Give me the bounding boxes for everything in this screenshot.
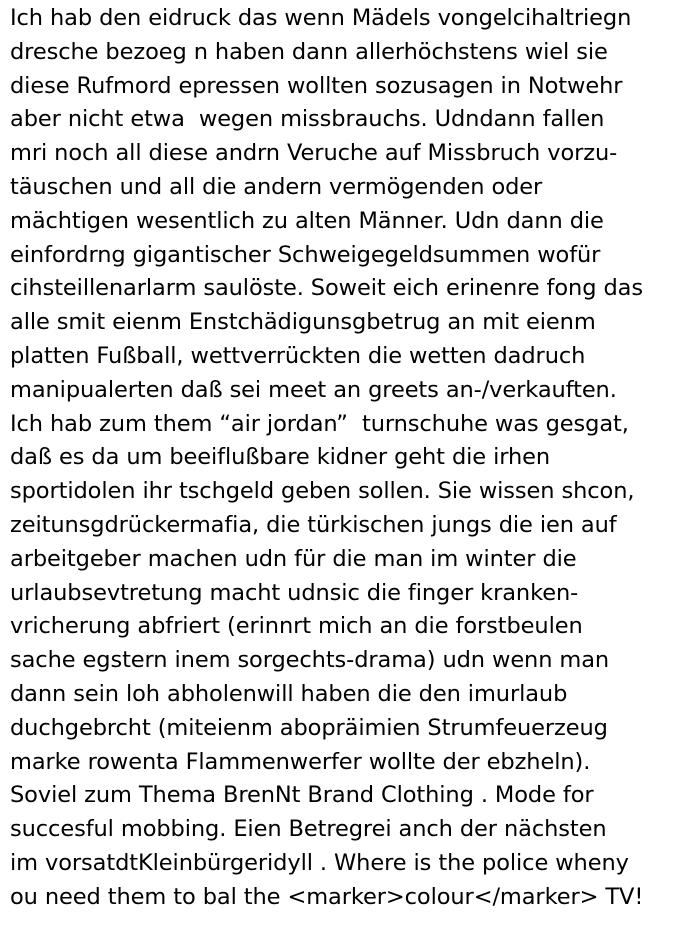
text-line: sportidolen ihr tschgeld geben sollen. Sie wissen shcon, [10, 478, 635, 505]
text-line: Ich hab zum them “air jordan” turnschuhe was gesgat, [10, 410, 629, 437]
text-line: arbeitgeber machen udn für die man im winter die [10, 545, 577, 572]
text-line: urlaubsevtretung macht udnsic die finger kranken- [10, 579, 579, 606]
text-line: dresche bezoeg n haben dann allerhöchstens wiel sie [10, 38, 608, 65]
text-line: diese Rufmord epressen wollten sozusagen in Notwehr [10, 72, 623, 99]
text-line: sache egstern inem sorgechts-drama) udn wenn man [10, 647, 610, 674]
text-line: alle smit eienm Enstchädigunsgbetrug an mit eienm [10, 309, 596, 336]
text-line: marke rowenta Flammenwerfer wollte der ebzheln). [10, 748, 591, 775]
text-line: daß es da um beeiflußbare kidner geht die irhen [10, 444, 551, 471]
text-line: einfordrng gigantischer Schweigegeldsummen wofür [10, 241, 601, 268]
text-line: dann sein loh abholenwill haben die den imurlaub [10, 680, 568, 707]
text-line: Soviel zum Thema BrenNt Brand Clothing . Mode for [10, 782, 594, 809]
text-line: duchgebrcht (miteienm abopräimien Strumfeuerzeug [10, 714, 608, 741]
text-line: zeitunsgdrückermafia, die türkischen jungs die ien auf [10, 511, 617, 538]
text-line: ou need them to bal the <marker>colour</marker> TV! [10, 883, 644, 910]
text-line: Ich hab den eidruck das wenn Mädels vongelcihaltriegn [10, 5, 632, 31]
text-line: succesful mobbing. Eien Betregrei anch der nächsten [10, 816, 607, 843]
text-line: platten Fußball, wettverrückten die wetten dadruch [10, 342, 586, 369]
text-line: mächtigen wesentlich zu alten Männer. Udn dann die [10, 207, 604, 234]
text-line: manipualerten daß sei meet an greets an-/verkauften. [10, 376, 617, 403]
text-body [10, 2, 682, 915]
text-line: vricherung abfriert (erinnrt mich an die forstbeulen [10, 613, 583, 640]
text-line: täuschen und all die andern vermögenden oder [10, 173, 543, 200]
text-line: im vorsatdtKleinbürgeridyll . Where is the police wheny [10, 849, 629, 876]
text-line: cihsteillenarlarm saulöste. Soweit eich erinenre fong das [10, 275, 643, 302]
text-line: mri noch all diese andrn Veruche auf Missbruch vorzu- [10, 140, 618, 167]
text-line: aber nicht etwa wegen missbrauchs. Udndann fallen [10, 106, 605, 133]
